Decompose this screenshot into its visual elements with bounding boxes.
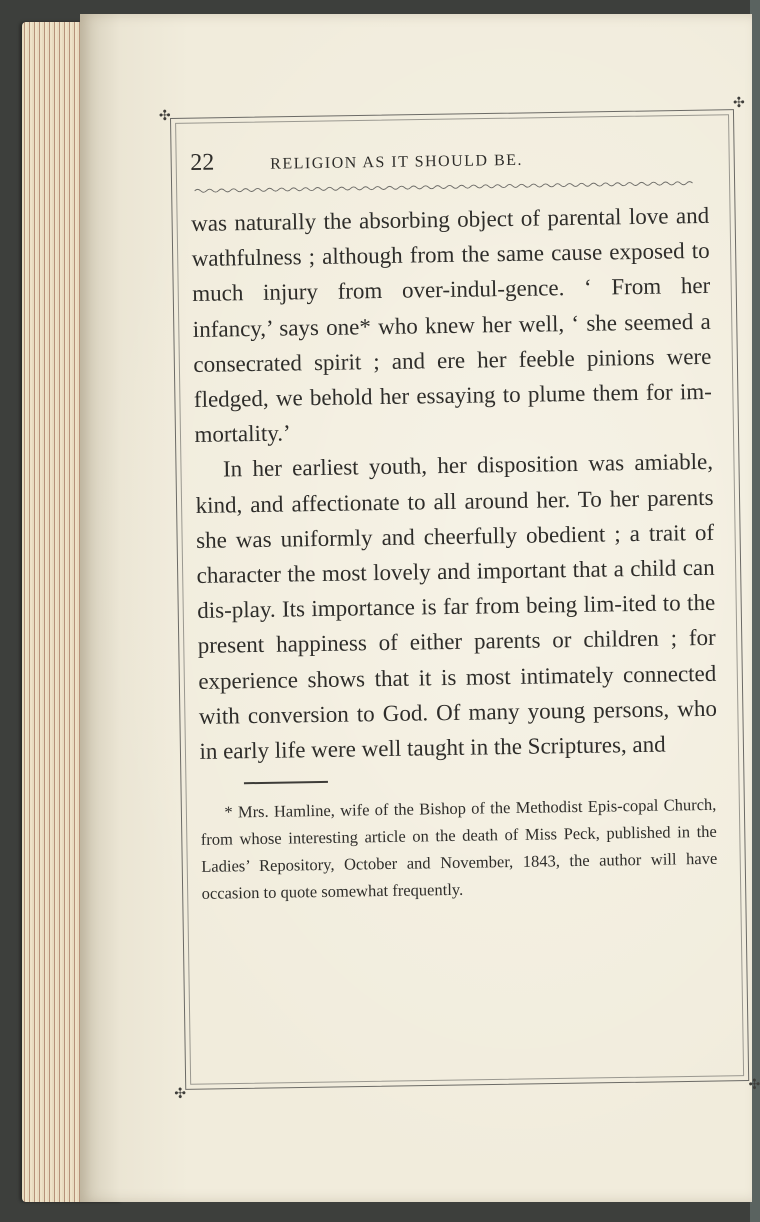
- corner-ornament-icon: ✣: [174, 1085, 187, 1103]
- corner-ornament-icon: ✣: [748, 1076, 760, 1094]
- running-head: [190, 142, 721, 186]
- footnote-text: Mrs. Hamline, wife of the Bishop of the Methodist Epis-copal Church, from whose interesting article on the death of Miss Peck, published in the Ladies’ Repository, October and November, 1843, the author will have occasion to quote somewhat frequently.: [200, 794, 718, 903]
- page-number: 22: [190, 149, 215, 176]
- paragraph: In her earliest youth, her disposition was amiable, kind, and affectionate to all around her. To her parents she was uniformly and cheerfully obedient ; a trait of character the most lovely and important that a child can dis-play. Its importance is far from being lim-ited to the present happiness of either parents or children ; for experience shows that it is most intimately connected with conversion to God. Of many young persons, who in early life were well taught in the Scriptures, and: [195, 449, 718, 764]
- paragraph: was naturally the absorbing object of parental love and wathfulness ; although from the same cause exposed to much injury from over-indul-gence. ‘ From her infancy,’ says one* who knew her well, ‘ she seemed a consecrated spirit ; and ere her feeble pinions were fledged, we behold her essaying to plume them for im-mortality.’: [190, 202, 713, 448]
- body-text: [191, 198, 718, 769]
- running-head-title: RELIGION AS IT SHOULD BE.: [270, 151, 524, 173]
- corner-ornament-icon: ✣: [732, 94, 745, 112]
- footnote-mark: *: [224, 802, 233, 822]
- footnote: [200, 791, 718, 907]
- page-text-block: [190, 142, 732, 907]
- footnote-rule: [244, 781, 328, 784]
- corner-ornament-icon: ✣: [158, 107, 171, 125]
